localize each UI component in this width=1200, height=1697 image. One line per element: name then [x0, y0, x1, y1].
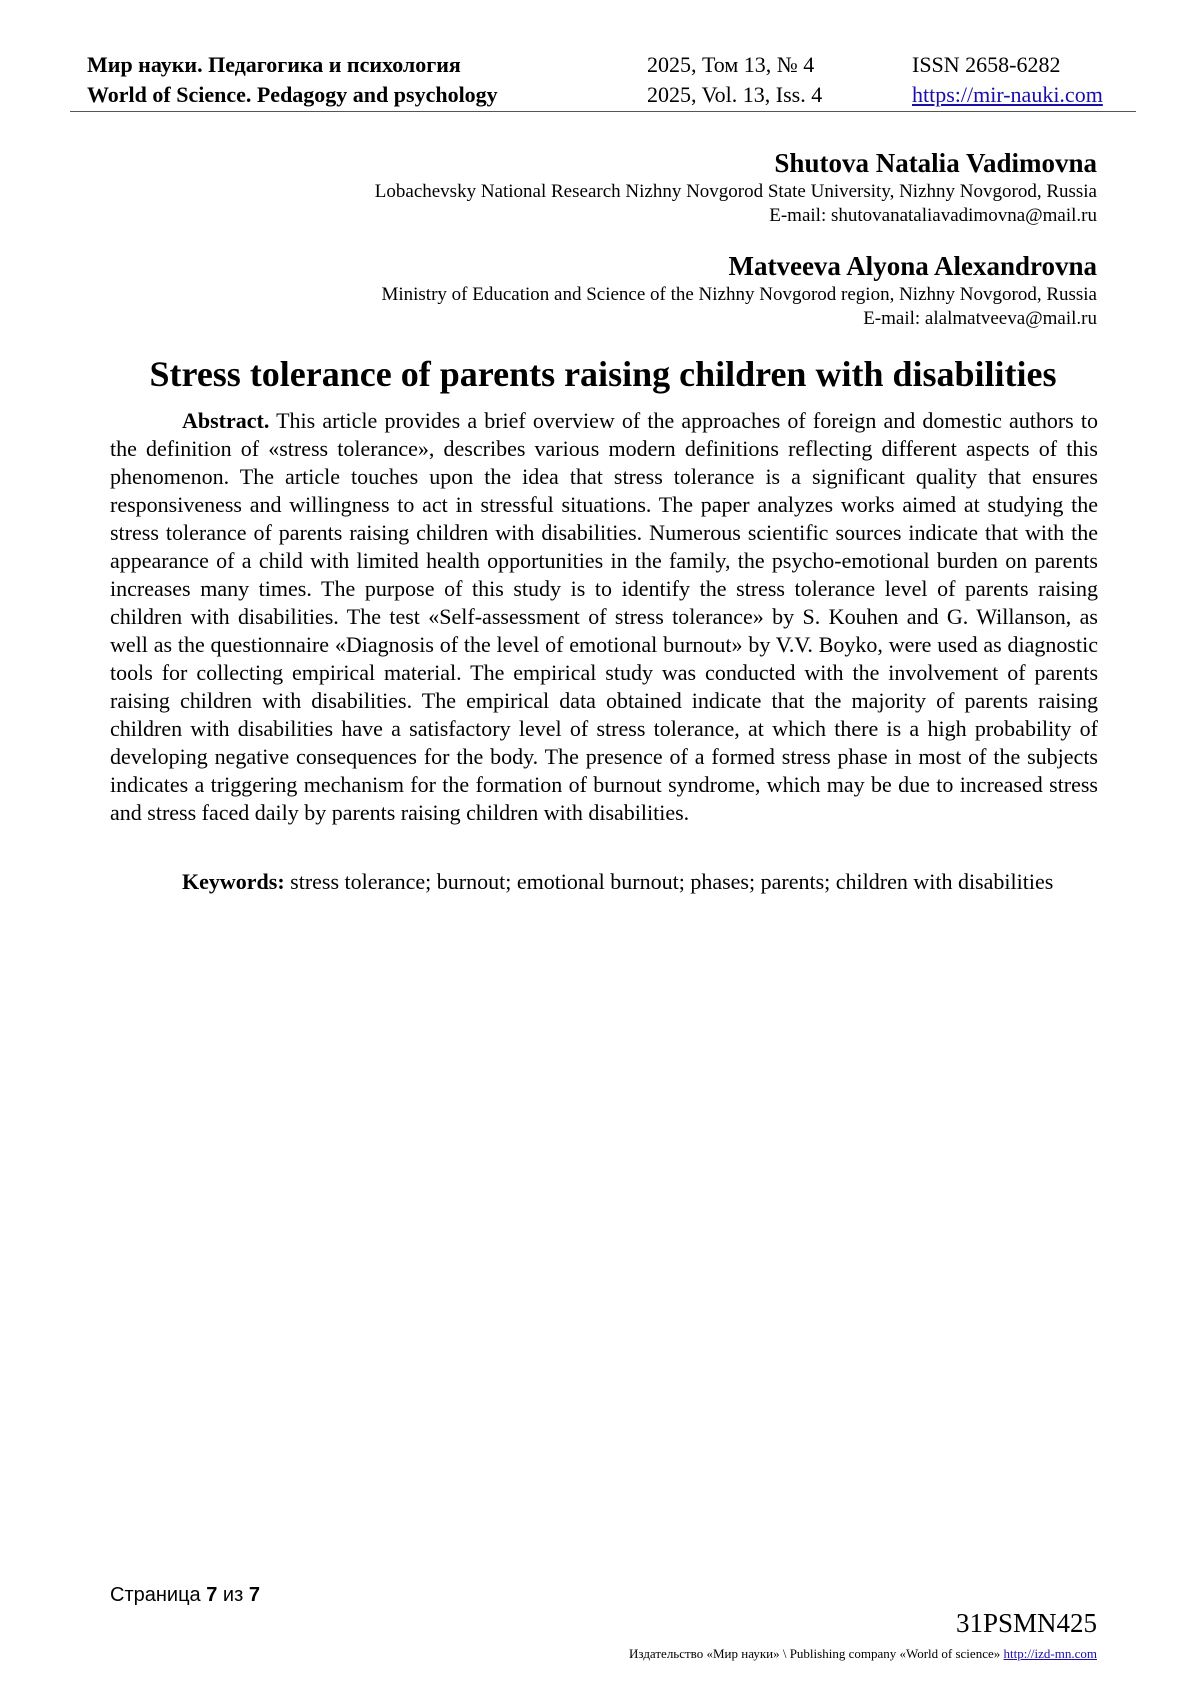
- author-name: Shutova Natalia Vadimovna: [774, 148, 1097, 178]
- publisher-text: Издательство «Мир науки» \ Publishing company «World of science»: [629, 1646, 1001, 1661]
- author-affiliation: Lobachevsky National Research Nizhny Novgorod State University, Nizhny Novgorod, Russia: [374, 181, 1097, 202]
- journal-title-ru: Мир науки. Педагогика и психология: [87, 52, 461, 77]
- issue-info-en: 2025, Vol. 13, Iss. 4: [647, 82, 823, 107]
- author-email: E-mail: alalmatveeva@mail.ru: [863, 308, 1097, 329]
- journal-title-en: World of Science. Pedagogy and psychology: [87, 82, 498, 107]
- abstract-label: Abstract.: [182, 408, 270, 433]
- website-link[interactable]: https://mir-nauki.com: [912, 82, 1103, 107]
- journal-header: [87, 50, 1114, 112]
- article-title: Stress tolerance of parents raising children with disabilities: [149, 354, 1057, 394]
- header-divider: [70, 111, 1136, 112]
- page-total: 7: [248, 1584, 260, 1606]
- keywords-text: stress tolerance; burnout; emotional burnout; phases; parents; children with disabilities: [290, 869, 1054, 894]
- keywords-label: Keywords:: [182, 869, 285, 894]
- page-counter: [110, 1584, 260, 1607]
- issn: ISSN 2658-6282: [912, 52, 1061, 77]
- abstract-text: This article provides a brief overview of the approaches of foreign and domestic authors to the definition of «stress tolerance», describes various modern definitions reflecting different aspects of this phenomenon. The article touches upon the idea that stress tolerance is a significant quality that ensures responsiveness and willingness to act in stressful situations. The paper analyzes works aimed at studying the stress tolerance of parents raising children with disabilities. Numerous scientific sources indicate that with the appearance of a child with limited health opportunities in the family, the psycho-emotional burden on parents increases many times. The purpose of this study is to identify the stress tolerance level of parents raising children with disabilities. The test «Self-assessment of stress tolerance» by S. Kouhen and G. Willanson, as well as the questionnaire «Diagnosis of the level of emotional burnout» by V.V. Boyko, were used as diagnostic tools for collecting empirical material. The empirical study was conducted with the involvement of parents raising children with disabilities. The empirical data obtained indicate that the majority of parents raising children with disabilities have a satisfactory level of stress tolerance, at which there is a high probability of developing negative consequences for the body. The presence of a formed stress phase in most of the subjects indicates a triggering mechanism for the formation of burnout syndrome, which may be due to increased stress and stress faced daily by parents raising children with disabilities.: [110, 408, 1098, 825]
- keywords: [110, 868, 1098, 896]
- page-of: из: [222, 1584, 244, 1606]
- author-name: Matveeva Alyona Alexandrovna: [728, 251, 1097, 281]
- author-affiliation: Ministry of Education and Science of the Nizhny Novgorod region, Nizhny Novgorod, Russia: [381, 284, 1097, 305]
- author-email: E-mail: shutovanataliavadimovna@mail.ru: [769, 205, 1097, 226]
- author-block-2: [381, 249, 1097, 331]
- issue-info-ru: 2025, Том 13, № 4: [647, 52, 815, 77]
- article-code: 31PSMN425: [955, 1608, 1097, 1638]
- abstract: [110, 407, 1098, 827]
- publisher-line: [629, 1646, 1097, 1662]
- publisher-link[interactable]: http://izd-mn.com: [1003, 1646, 1097, 1661]
- website-link-wrap: [912, 80, 1103, 110]
- page-word: Страница: [110, 1584, 201, 1606]
- author-block-1: [375, 146, 1097, 228]
- page-current: 7: [206, 1584, 218, 1606]
